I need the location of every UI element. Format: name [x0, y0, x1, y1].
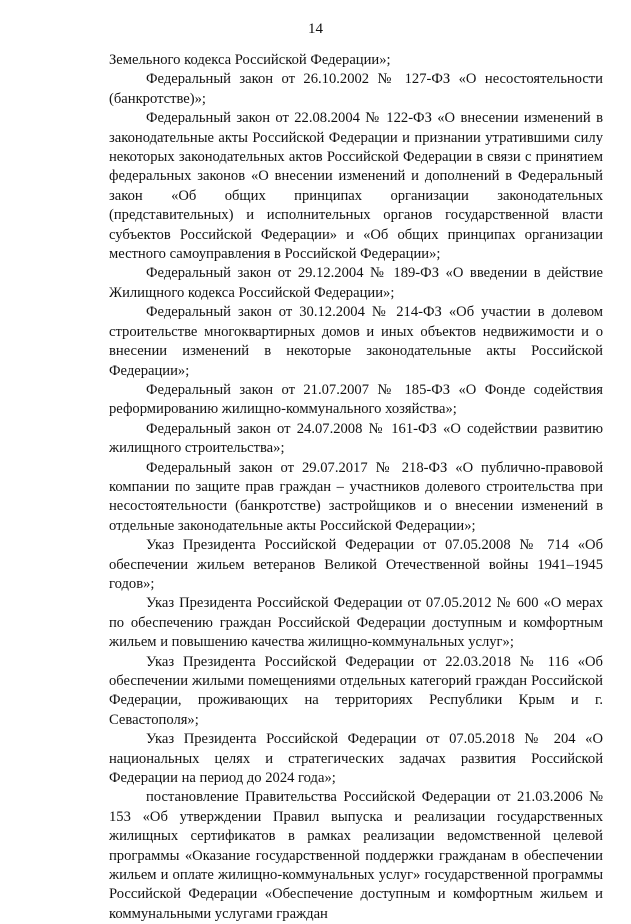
paragraph-law-214-fz: Федеральный закон от 30.12.2004 № 214-ФЗ «Об участии в долевом строительстве многоквартирных домов и иных объектов недвижимости и о внесении изменений в некоторые законодательные акты Российской Федерации»;	[109, 304, 603, 379]
paragraph-decree-116: Указ Президента Российской Федерации от 22.03.2018 № 116 «Об обеспечении жилыми помещениями отдельных категорий граждан Российской Федерации, проживающих на территориях Республики Крым и г. Севастополя»;	[109, 653, 603, 728]
paragraph-decree-204: Указ Президента Российской Федерации от 07.05.2018 № 204 «О национальных целях и стратегических задачах развития Российской Федерации на период до 2024 года»;	[109, 731, 603, 787]
paragraph-law-189-fz: Федеральный закон от 29.12.2004 № 189-ФЗ «О введении в действие Жилищного кодекса Российской Федерации»;	[109, 265, 603, 301]
paragraph-law-161-fz: Федеральный закон от 24.07.2008 № 161-ФЗ «О содействии развитию жилищного строительства»;	[109, 420, 603, 457]
paragraph-law-127-fz: Федеральный закон от 26.10.2002 № 127-ФЗ «О несостоятельности (банкротстве)»;	[109, 71, 603, 107]
paragraph-law-122-fz: Федеральный закон от 22.08.2004 № 122-ФЗ «О внесении изменений в законодательные акты Российской Федерации и признании утратившими силу некоторых законодательных актов Российской Федерации в связи с принятием федеральных законов «О внесении изменений и дополнений в Федеральный закон «Об общих принципах организации законодательных (представительных) и исполнительных органов государственной власти субъектов Российской Федерации» и «Об общих принципах организации местного самоуправления в Российской Федерации»;	[109, 110, 603, 263]
paragraph-resolution-153: постановление Правительства Российской Федерации от 21.03.2006 № 153 «Об утверждении Правил выпуска и реализации государственных жилищных сертификатов в рамках реализации ведомственной целевой программы «Оказание государственной поддержки гражданам в обеспечении жильем и оплате жилищно-коммунальных услуг» государственной программы Российской Федерации «Обеспечение доступным и комфортным жильем и коммунальными услугами граждан	[109, 789, 603, 922]
page-number: 14	[308, 21, 323, 37]
paragraph-law-185-fz: Федеральный закон от 21.07.2007 № 185-ФЗ «О Фонде содействия реформированию жилищно-коммунального хозяйства»;	[109, 381, 603, 418]
paragraph-law-218-fz: Федеральный закон от 29.07.2017 № 218-ФЗ «О публично-правовой компании по защите прав граждан – участников долевого строительства при несостоятельности (банкротстве) застройщиков и о внесении изменений в отдельные законодательные акты Российской Федерации»;	[109, 459, 603, 534]
paragraph-decree-600: Указ Президента Российской Федерации от 07.05.2012 № 600 «О мерах по обеспечению граждан Российской Федерации доступным и комфортным жильем и повышению качества жилищно-коммунальных услуг»;	[109, 595, 603, 651]
paragraph-land-code-continuation: Земельного кодекса Российской Федерации»;	[109, 52, 391, 68]
document-body	[109, 51, 603, 924]
paragraph-decree-714: Указ Президента Российской Федерации от 07.05.2008 № 714 «Об обеспечении жильем ветеранов Великой Отечественной войны 1941–1945 годов»;	[109, 537, 603, 592]
